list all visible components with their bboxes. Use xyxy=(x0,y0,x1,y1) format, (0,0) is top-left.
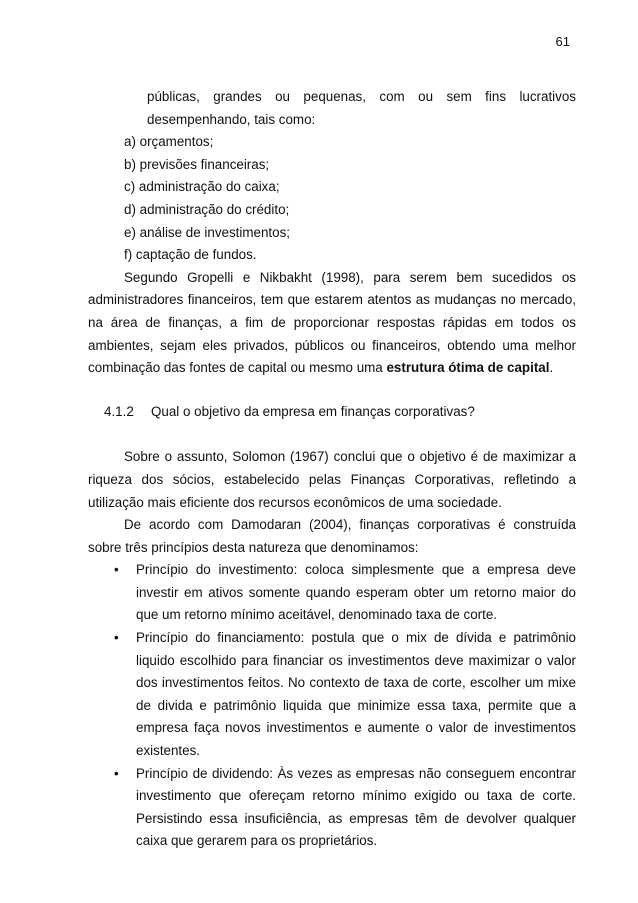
paragraph-text: Segundo Gropelli e Nikbakht (1998), para serem bem sucedidos os administradores financeiros, tem que estarem atentos as mudanças no mercado, na área de finanças, a fim de proporcionar respostas rápidas em todos os ambientes, sejam eles privados, públicos ou financeiros, obtendo uma melhor combinação das fontes de capital ou mesmo uma xyxy=(88,269,576,376)
list-item: c) administração do caixa; xyxy=(124,179,280,195)
principles-list xyxy=(88,559,576,853)
paragraph-end: . xyxy=(549,360,554,376)
page-content xyxy=(88,86,576,853)
list-item: b) previsões financeiras; xyxy=(124,156,270,172)
list-item: d) administração do crédito; xyxy=(124,201,290,217)
bullet-item xyxy=(88,627,576,763)
section-number: 4.1.2 xyxy=(104,403,134,419)
page-number: 61 xyxy=(555,34,570,49)
bullet-text: Princípio de dividendo: Às vezes as empresas não conseguem encontrar investimento que ofereçam retorno mínimo exigido ou taxa de corte. Persistindo essa insuficiência, as empresas têm de devolver qualquer caixa que gerarem para os proprietários. xyxy=(136,765,576,849)
section-heading xyxy=(88,401,576,424)
list-item: f) captação de fundos. xyxy=(124,247,257,263)
bullet-text: Princípio do financiamento: postula que o mix de dívida e patrimônio liquido escolhido para financiar os investimentos deve maximizar o valor dos investimentos feitos. No contexto de taxa de corte, escolher um mixe de divida e patrimônio liquida que minimize essa taxa, permite que a empresa faça novos investimentos e aumente o valor de investimentos existentes. xyxy=(136,630,576,759)
function-list xyxy=(88,131,576,267)
paragraph-damodaran: De acordo com Damodaran (2004), finanças corporativas é construída sobre três princípios desta natureza que denominamos: xyxy=(88,517,576,555)
paragraph-solomon: Sobre o assunto, Solomon (1967) conclui que o objetivo é de maximizar a riqueza dos sócios, estabelecido pelas Finanças Corporativas, refletindo a utilização mais eficiente dos recursos econômicos de uma sociedade. xyxy=(88,449,576,510)
bullet-text: Princípio do investimento: coloca simplesmente que a empresa deve investir em ativos somente quando esperam obter um retorno maior do que um retorno mínimo aceitável, denominado taxa de corte. xyxy=(136,562,576,623)
list-item: a) orçamentos; xyxy=(124,134,214,150)
bullet-item xyxy=(88,763,576,853)
list-item: e) análise de investimentos; xyxy=(124,224,290,240)
bold-term: estrutura ótima de capital xyxy=(386,360,550,376)
continuation-line-1: públicas, grandes ou pequenas, com ou sem fins lucrativos xyxy=(147,89,576,104)
continuation-text xyxy=(88,86,576,131)
bullet-icon: • xyxy=(114,765,119,781)
bullet-icon: • xyxy=(114,630,119,646)
continuation-line-2: desempenhando, tais como: xyxy=(147,111,316,127)
bullet-item xyxy=(88,559,576,627)
bullet-icon: • xyxy=(114,562,119,578)
section-title: Qual o objetivo da empresa em finanças corporativas? xyxy=(151,403,475,419)
paragraph-gropelli xyxy=(88,267,576,380)
